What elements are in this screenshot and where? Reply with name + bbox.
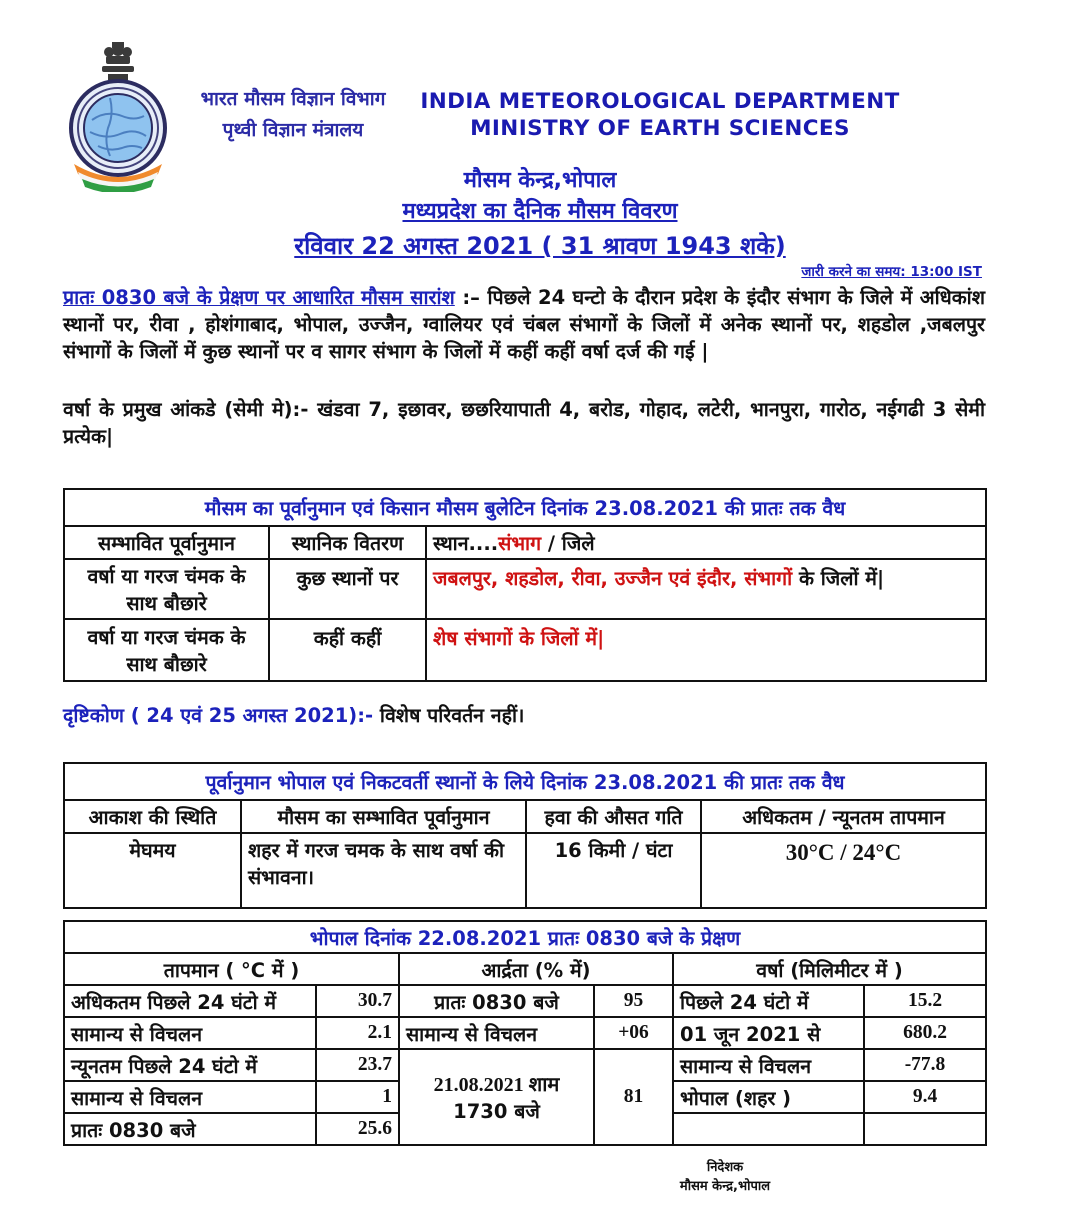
bulletin-name: मध्यप्रदेश का दैनिक मौसम विवरण xyxy=(402,199,678,224)
ministry-line1: भारत मौसम विज्ञान विभाग xyxy=(200,88,386,110)
distribution-cell: कहीं कहीं xyxy=(269,619,426,681)
area-red-text: जबलपुर, शहडोल, रीवा, उज्जैन एवं इंदौर, संभागों xyxy=(433,567,793,590)
rainfall-figures-lead: वर्षा के प्रमुख आंकडे (सेमी मे):- xyxy=(63,398,309,421)
area-col-header xyxy=(426,526,986,559)
observations-title: भोपाल दिनांक 22.08.2021 प्रातः 0830 बजे के प्रेक्षण xyxy=(64,921,986,953)
humidity-group-header: आर्द्रता (% में) xyxy=(399,953,673,985)
distribution-cell: कुछ स्थानों पर xyxy=(269,559,426,619)
area-header-prefix: स्थान.... xyxy=(433,532,499,555)
area-header-suffix: / जिले xyxy=(541,532,595,555)
forecast-col-header: सम्भावित पूर्वानुमान xyxy=(64,526,269,559)
temp-label: प्रातः 0830 बजे xyxy=(64,1113,316,1145)
rain-label: भोपाल (शहर ) xyxy=(673,1081,864,1113)
humidity-label xyxy=(399,1049,594,1145)
area-cell xyxy=(426,559,986,619)
wind-speed-cell: 16 किमी / घंटा xyxy=(526,833,701,908)
temp-value: 2.1 xyxy=(316,1017,399,1049)
max-min-temp-cell: 30°C / 24°C xyxy=(701,833,986,908)
humidity-value: 81 xyxy=(594,1049,673,1145)
rainfall-figures-body: खंडवा 7, इछावर, छछरियापाती 4, बरोड, गोहाद, लटेरी, भानपुरा, गारोठ, नईगढी 3 सेमी प्रत्येक| xyxy=(63,398,986,448)
area-header-red: संभाग xyxy=(498,532,542,555)
temp-value: 23.7 xyxy=(316,1049,399,1081)
forecast-table-title: मौसम का पूर्वानुमान एवं किसान मौसम बुलेटिन दिनांक 23.08.2021 की प्रातः तक वैध xyxy=(64,489,986,526)
rain-group-header: वर्षा (मिलिमीटर में ) xyxy=(673,953,986,985)
temp-label: न्यूनतम पिछले 24 घंटो में xyxy=(64,1049,316,1081)
dept-line2: MINISTRY OF EARTH SCIENCES xyxy=(470,116,850,141)
area-cell xyxy=(426,619,986,681)
rainfall-figures-paragraph xyxy=(63,396,985,450)
issue-time: जारी करने का समय: 13:00 IST xyxy=(801,264,982,280)
rain-label: 01 जून 2021 से xyxy=(673,1017,864,1049)
forecast-col-header: मौसम का सम्भावित पूर्वानुमान xyxy=(241,800,526,833)
sky-col-header: आकाश की स्थिति xyxy=(64,800,241,833)
signature-designation: निदेशक xyxy=(706,1160,744,1175)
observations-table xyxy=(63,920,987,1146)
summary-separator: :– xyxy=(454,286,488,309)
observations-row xyxy=(64,1049,986,1081)
forecast-table-row xyxy=(64,559,986,619)
department-name-english xyxy=(400,88,920,142)
temp-col-header: अधिकतम / न्यूनतम तापमान xyxy=(701,800,986,833)
outlook-line xyxy=(63,702,985,729)
forecast-table xyxy=(63,488,987,682)
forecast-table-row xyxy=(64,619,986,681)
rain-label: पिछले 24 घंटो में xyxy=(673,985,864,1017)
rain-value: 15.2 xyxy=(864,985,986,1017)
summary-lead: प्रातः 0830 बजे के प्रेक्षण पर आधारित मौसम सारांश xyxy=(63,286,455,309)
area-red-text: शेष संभागों के जिलों में| xyxy=(433,627,605,650)
ministry-line2: पृथ्वी विज्ञान मंत्रालय xyxy=(222,119,364,141)
weather-summary-paragraph xyxy=(63,284,985,365)
wind-col-header: हवा की औसत गति xyxy=(526,800,701,833)
city-forecast-cell: शहर में गरज चमक के साथ वर्षा की संभावना। xyxy=(241,833,526,908)
temperature-group-header: तापमान ( °C में ) xyxy=(64,953,399,985)
city-forecast-row xyxy=(64,833,986,908)
temp-label: सामान्य से विचलन xyxy=(64,1081,316,1113)
observations-row xyxy=(64,985,986,1017)
bulletin-date: रविवार 22 अगस्त 2021 ( 31 श्रावण 1943 शके) xyxy=(294,232,786,260)
rain-label xyxy=(673,1113,864,1145)
city-forecast-table xyxy=(63,762,987,909)
outlook-lead: दृष्टिकोण ( 24 एवं 25 अगस्त 2021):- xyxy=(63,704,374,727)
humidity-label: प्रातः 0830 बजे xyxy=(399,985,594,1017)
forecast-cell: वर्षा या गरज चंमक के साथ बौछारे xyxy=(64,619,269,681)
summary-body: पिछले 24 घन्टो के दौरान प्रदेश के इंदौर संभाग के जिले में अधिकांश स्थानों पर, रीवा , होशंगाबाद, भोपाल, उज्जैन, ग्वालियर एवं चंबल संभागों के जिलों में अनेक स्थानों पर, शहडोल ,जबलपुर संभागों के जिलों में कुछ स्थानों पर व सागर संभाग के जिलों में कहीं कहीं वर्षा दर्ज की गई | xyxy=(63,286,985,363)
bulletin-titles xyxy=(0,166,1080,264)
centre-name: मौसम केन्द्र,भोपाल xyxy=(463,168,617,193)
humidity-evening-date: 21.08.2021 शाम xyxy=(433,1074,560,1096)
rain-value: -77.8 xyxy=(864,1049,986,1081)
observations-row xyxy=(64,1017,986,1049)
signature-block xyxy=(575,1158,875,1196)
temp-value: 25.6 xyxy=(316,1113,399,1145)
rain-value xyxy=(864,1113,986,1145)
temp-label: अधिकतम पिछले 24 घंटो में xyxy=(64,985,316,1017)
humidity-value: +06 xyxy=(594,1017,673,1049)
temp-value: 30.7 xyxy=(316,985,399,1017)
forecast-cell: वर्षा या गरज चंमक के साथ बौछारे xyxy=(64,559,269,619)
humidity-value: 95 xyxy=(594,985,673,1017)
area-black-text: के जिलों में| xyxy=(792,567,885,590)
dept-line1: INDIA METEOROLOGICAL DEPARTMENT xyxy=(420,89,900,114)
humidity-evening-time: 1730 बजे xyxy=(453,1100,540,1123)
temp-label: सामान्य से विचलन xyxy=(64,1017,316,1049)
city-forecast-title: पूर्वानुमान भोपाल एवं निकटवर्ती स्थानों के लिये दिनांक 23.08.2021 की प्रातः तक वैध xyxy=(64,763,986,800)
distribution-col-header: स्थानिक वितरण xyxy=(269,526,426,559)
rain-value: 680.2 xyxy=(864,1017,986,1049)
humidity-label: सामान्य से विचलन xyxy=(399,1017,594,1049)
signature-office: मौसम केन्द्र,भोपाल xyxy=(679,1179,771,1194)
ministry-name-hindi xyxy=(168,84,418,146)
temp-value: 1 xyxy=(316,1081,399,1113)
sky-condition-cell: मेघमय xyxy=(64,833,241,908)
rain-value: 9.4 xyxy=(864,1081,986,1113)
outlook-body: विशेष परिवर्तन नहीं। xyxy=(373,704,525,727)
rain-label: सामान्य से विचलन xyxy=(673,1049,864,1081)
